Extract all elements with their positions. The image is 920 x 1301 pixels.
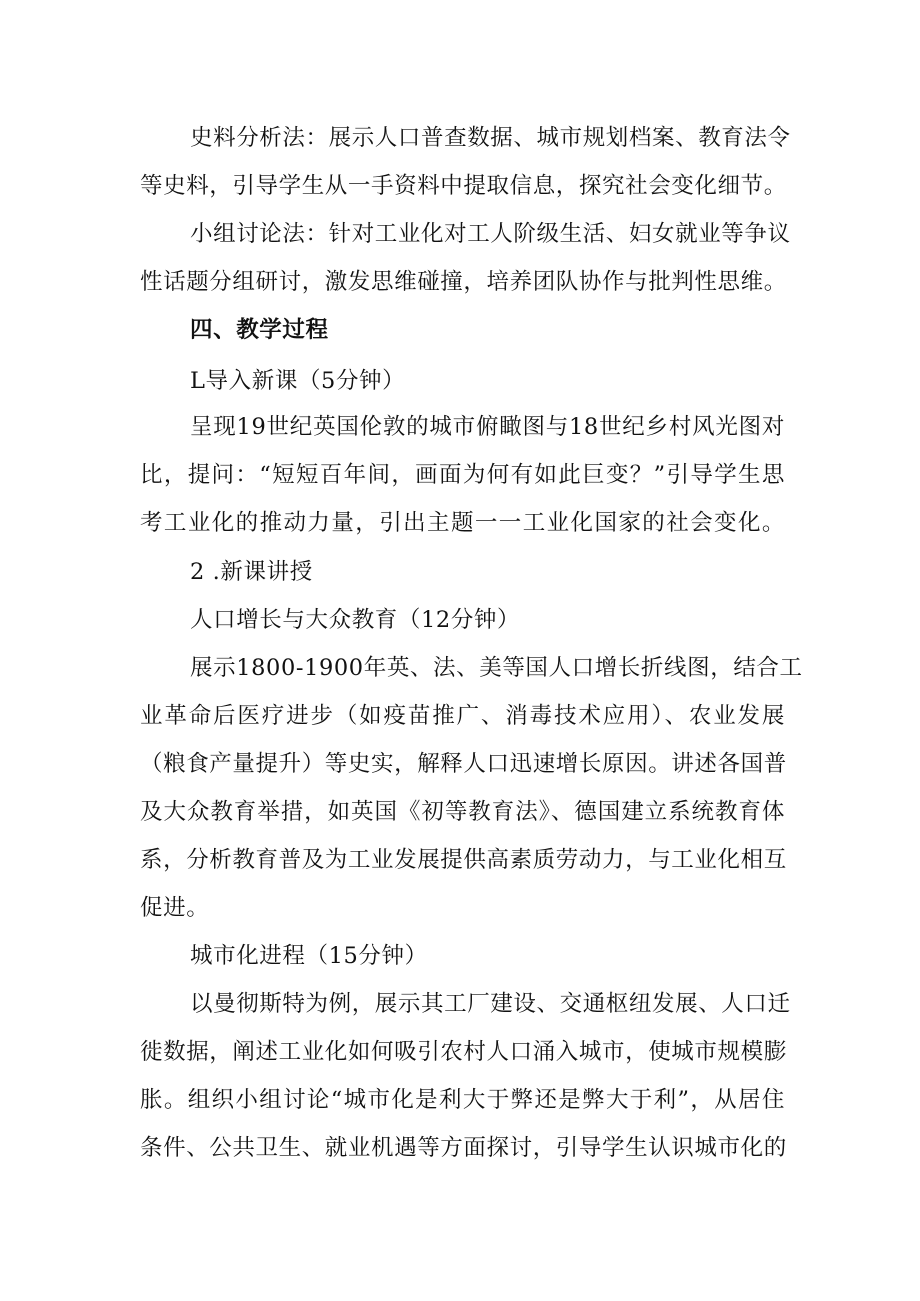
subsection-title: L导入新课（5分钟） xyxy=(190,368,406,394)
text-line: 系，分析教育普及为工业发展提供高素质劳动力，与工业化相互 xyxy=(140,847,787,873)
text-line: 以曼彻斯特为例，展示其工厂建设、交通枢纽发展、人口迁 xyxy=(190,991,791,1017)
subsection-title: 人口增长与大众教育（12分钟） xyxy=(190,607,521,633)
text-line: 考工业化的推动力量，引出主题一一工业化国家的社会变化。 xyxy=(140,510,785,536)
text-line: 业革命后医疗进步（如疫苗推广、消毒技术应用）、农业发展 xyxy=(140,703,785,729)
text-line: （粮食产量提升）等史实，解释人口迅速增长原因。讲述各国普 xyxy=(140,751,787,777)
text-line: 等史料，引导学生从一手资料中提取信息，探究社会变化细节。 xyxy=(140,173,787,199)
text-line: 呈现19世纪英国伦敦的城市俯瞰图与18世纪乡村风光图对 xyxy=(190,414,785,440)
text-line: 比，提问：“短短百年间，画面为何有如此巨变？”引导学生思 xyxy=(140,462,785,488)
text-line: 史料分析法：展示人口普查数据、城市规划档案、教育法令 xyxy=(190,125,791,151)
subsection-title: 城市化进程（15分钟） xyxy=(190,943,428,969)
text-line: 展示1800-1900年英、法、美等国人口增长折线图，结合工 xyxy=(190,655,803,681)
text-line: 及大众教育举措，如英国《初等教育法》、德国建立系统教育体 xyxy=(140,799,785,825)
subsection-title: 2 .新课讲授 xyxy=(190,559,313,585)
text-line: 促进。 xyxy=(140,895,210,921)
text-line: 胀。组织小组讨论“城市化是利大于弊还是弊大于利”，从居住 xyxy=(140,1087,785,1113)
section-heading: 四、教学过程 xyxy=(190,317,329,343)
text-line: 小组讨论法：针对工业化对工人阶级生活、妇女就业等争议 xyxy=(190,221,791,247)
text-line: 性话题分组研讨，激发思维碰撞，培养团队协作与批判性思维。 xyxy=(140,269,787,295)
text-line: 条件、公共卫生、就业机遇等方面探讨，引导学生认识城市化的 xyxy=(140,1135,787,1161)
text-line: 徙数据，阐述工业化如何吸引农村人口涌入城市，使城市规模膨 xyxy=(140,1039,787,1065)
